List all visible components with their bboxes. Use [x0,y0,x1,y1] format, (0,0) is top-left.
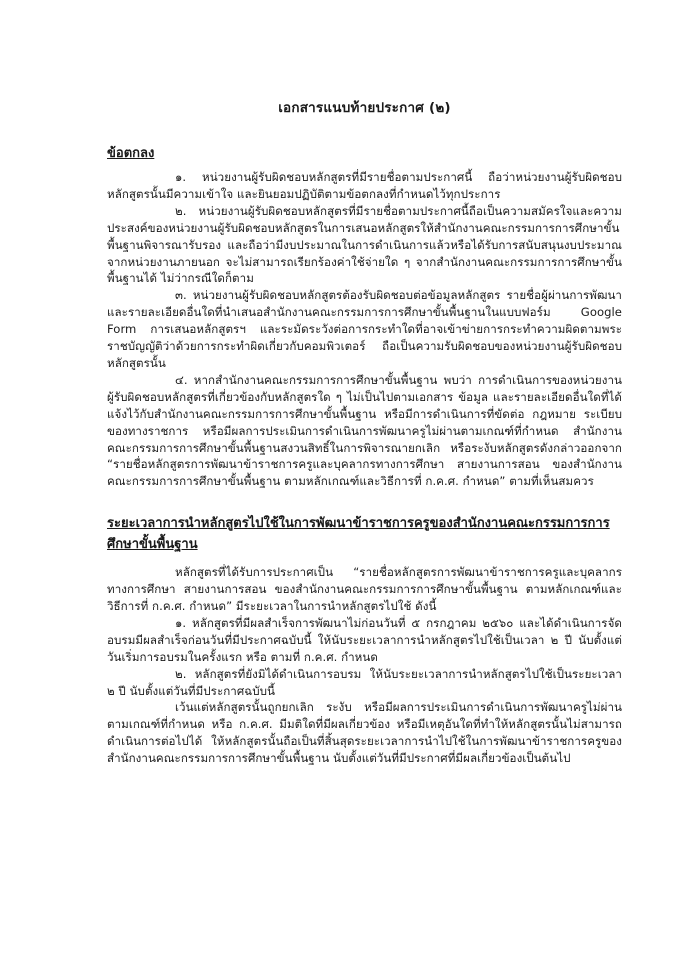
agreement-paragraph-4: ๔. หากสำนักงานคณะกรรมการการศึกษาขั้นพื้นฐาน พบว่า การดำเนินการของหน่วยงานผู้รับผิดชอบหลักสูตรที่เกี่ยวข้องกับหลักสูตรใด ๆ ไม่เป็นไปตามเอกสาร ข้อมูล และรายละเอียดอื่นใดที่ได้แจ้งไว้กับสำนักงานคณะกรรมการการศึกษาขั้นพื้นฐาน หรือมีการดำเนินการที่ขัดต่อ กฎหมาย ระเบียบของทางราชการ หรือมีผลการประเมินการดำเนินการพัฒนาครูไม่ผ่านตามเกณฑ์ที่กำหนด สำนักงานคณะกรรมการการศึกษาขั้นพื้นฐานสงวนสิทธิ์ในการพิจารณายกเลิก หรือระงับหลักสูตรดังกล่าวออกจาก “รายชื่อหลักสูตรการพัฒนาข้าราชการครูและบุคลากรทางการศึกษา สายงานการสอน ของสำนักงานคณะกรรมการการศึกษาขั้นพื้นฐาน ตามหลักเกณฑ์และวิธีการที่ ก.ค.ศ. กำหนด” ตามที่เห็นสมควร [107,372,622,489]
duration-paragraph-intro: หลักสูตรที่ได้รับการประกาศเป็น “รายชื่อหลักสูตรการพัฒนาข้าราชการครูและบุคลากรทางการศึกษา สายงานการสอน ของสำนักงานคณะกรรมการการศึกษาขั้นพื้นฐาน ตามหลักเกณฑ์และวิธีการที่ ก.ค.ศ. กำหนด” มีระยะเวลาในการนำหลักสูตรไปใช้ ดังนี้ [107,565,622,614]
duration-paragraph-2: ๒. หลักสูตรที่ยังมิได้ดำเนินการอบรม ให้นับระยะเวลาการนำหลักสูตรไปใช้เป็นระยะเวลา ๒ ปี นับตั้งแต่วันที่มีประกาศฉบับนี้ [107,666,622,698]
section-heading-agreement: ข้อตกลง [107,146,155,161]
section-agreement [107,142,622,490]
section-duration [107,512,622,767]
agreement-paragraph-2: ๒. หน่วยงานผู้รับผิดชอบหลักสูตรที่มีรายชื่อตามประกาศนี้ถือเป็นความสมัครใจและความประสงค์ของหน่วยงานผู้รับผิดชอบหลักสูตรในการเสนอหลักสูตรให้สำนักงานคณะกรรมการการศึกษาขั้นพื้นฐานพิจารณารับรอง และถือว่ามีงบประมาณในการดำเนินการแล้วหรือได้รับการสนับสนุนงบประมาณจากหน่วยงานภายนอก จะไม่สามารถเรียกร้องค่าใช้จ่ายใด ๆ จากสำนักงานคณะกรรมการการศึกษาขั้นพื้นฐานได้ ไม่ว่ากรณีใดก็ตาม [107,203,622,286]
agreement-paragraph-1: ๑. หน่วยงานผู้รับผิดชอบหลักสูตรที่มีรายชื่อตามประกาศนี้ ถือว่าหน่วยงานผู้รับผิดชอบหลักสูตรนั้นมีความเข้าใจ และยินยอมปฏิบัติตามข้อตกลงที่กำหนดไว้ทุกประการ [107,170,622,201]
duration-paragraph-1: ๑. หลักสูตรที่มีผลสำเร็จการพัฒนาไม่ก่อนวันที่ ๕ กรกฎาคม ๒๕๖๐ และได้ดำเนินการจัดอบรมมีผลสำเร็จก่อนวันที่มีประกาศฉบับนี้ ให้นับระยะเวลาการนำหลักสูตรไปใช้เป็นเวลา ๒ ปี นับตั้งแต่วันเริ่มการอบรมในครั้งแรก หรือ ตามที่ ก.ค.ศ. กำหนด [107,615,622,664]
duration-paragraph-exception: เว้นแต่หลักสูตรนั้นถูกยกเลิก ระงับ หรือมีผลการประเมินการดำเนินการพัฒนาครูไม่ผ่านตามเกณฑ์ที่กำหนด หรือ ก.ค.ศ. มีมติใดที่มีผลเกี่ยวข้อง หรือมีเหตุอันใดที่ทำให้หลักสูตรนั้นไม่สามารถดำเนินการต่อไปได้ ให้หลักสูตรนั้นถือเป็นที่สิ้นสุดระยะเวลาการนำไปใช้ในการพัฒนาข้าราชการครูของสำนักงานคณะกรรมการการศึกษาขั้นพื้นฐาน นับตั้งแต่วันที่มีประกาศที่มีผลเกี่ยวข้องเป็นต้นไป [107,700,622,766]
section-heading-duration: ระยะเวลาการนำหลักสูตรไปใช้ในการพัฒนาข้าราชการครูของสำนักงานคณะกรรมการการศึกษาขั้นพื้นฐาน [107,516,610,553]
agreement-paragraph-3: ๓. หน่วยงานผู้รับผิดชอบหลักสูตรต้องรับผิดชอบต่อข้อมูลหลักสูตร รายชื่อผู้ผ่านการพัฒนา และรายละเอียดอื่นใดที่นำเสนอสำนักงานคณะกรรมการการศึกษาขั้นพื้นฐานในแบบฟอร์ม Google Form การเสนอหลักสูตรฯ และระมัดระวังต่อการกระทำใดที่อาจเข้าข่ายการกระทำความผิดตามพระราชบัญญัติว่าด้วยการกระทำผิดเกี่ยวกับคอมพิวเตอร์ ถือเป็นความรับผิดชอบของหน่วยงานผู้รับผิดชอบหลักสูตรนั้น [107,288,622,370]
document-title: เอกสารแนบท้ายประกาศ (๒) [278,100,451,116]
